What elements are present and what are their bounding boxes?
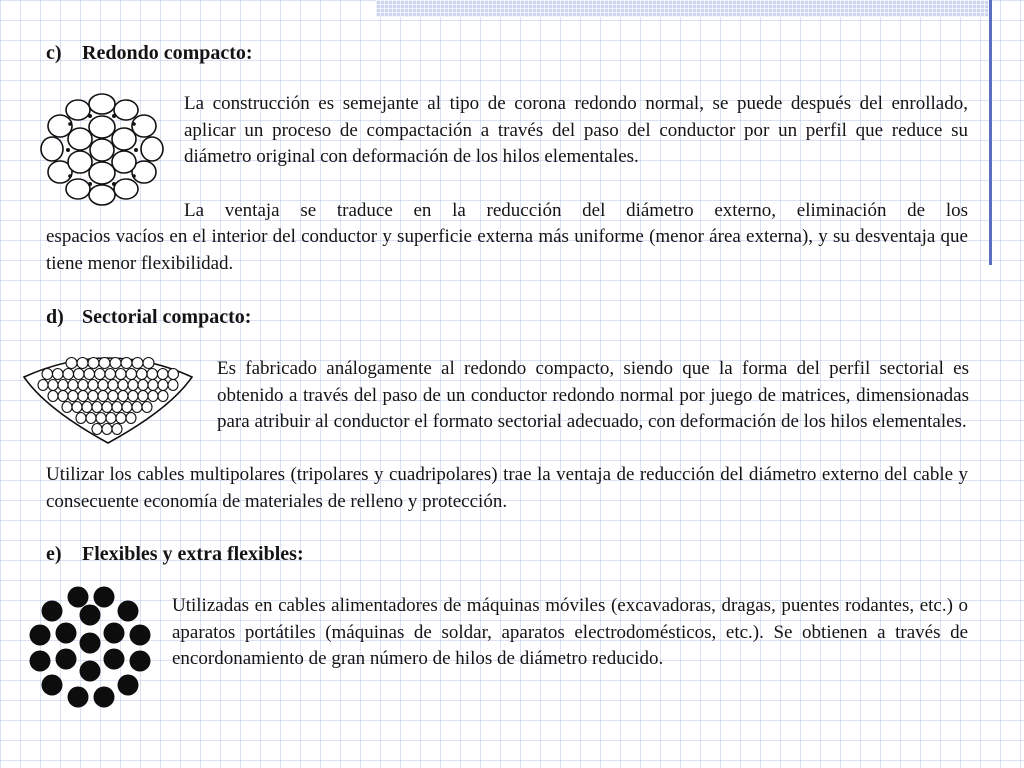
- top-decorative-band: [376, 0, 992, 17]
- round-compact-strand-icon: [40, 94, 164, 206]
- right-accent-rule: [989, 0, 992, 265]
- watermark: ​: [370, 300, 412, 333]
- paragraph-flexibles-1: Utilizadas en cables alimentadores de máquinas móviles (excavadoras, dragas, puentes rodantes, etc.) o aparatos portátiles (máquinas de soldar, aparatos electrodomésticos, etc.). Se obtienen a través de encordonamiento de gran número de hilos de diámetro reducido.: [172, 595, 968, 669]
- section-letter: d): [46, 306, 64, 328]
- section-letter: e): [46, 543, 62, 565]
- section-title: Flexibles y extra flexibles:: [82, 543, 304, 565]
- heading-sectorial-compacto: [46, 306, 251, 329]
- section-title: Redondo compacto:: [82, 42, 253, 64]
- heading-flexibles: [46, 543, 304, 566]
- paragraph-sectorial-2: Utilizar los cables multipolares (tripolares y cuadripolares) trae la ventaja de reducción del diámetro externo del cable y consecuente economía de materiales de relleno y protección.: [46, 464, 968, 512]
- section-title: Sectorial compacto:: [82, 306, 252, 328]
- paragraph-redondo-2-rest: espacios vacíos en el interior del conductor y superficie externa más uniforme (menor área externa), y su desventaja que tiene menor flexibilidad.: [46, 226, 968, 274]
- flexible-strand-icon: [28, 585, 152, 709]
- paragraph-redondo-2-first-line: La ventaja se traduce en la reducción del diámetro externo, eliminación de los: [184, 200, 968, 221]
- paragraph-redondo-1: La construcción es semejante al tipo de corona redondo normal, se puede después del enrollado, aplicar un proceso de compactación a través del paso del conductor por un perfil que reduce su diámetro original con deformación de los hilos elementales.: [184, 93, 968, 167]
- paragraph-sectorial-1: Es fabricado análogamente al redondo compacto, siendo que la forma del perfil sectorial es obtenido a través del paso de un conductor redondo normal por juego de matrices, dimensionadas para atribuir al conductor el formato sectorial adecuado, con deformación de los hilos elementales.: [217, 358, 969, 432]
- section-letter: c): [46, 42, 62, 64]
- sectorial-compact-strand-icon: [20, 347, 196, 445]
- heading-redondo-compacto: [46, 42, 253, 65]
